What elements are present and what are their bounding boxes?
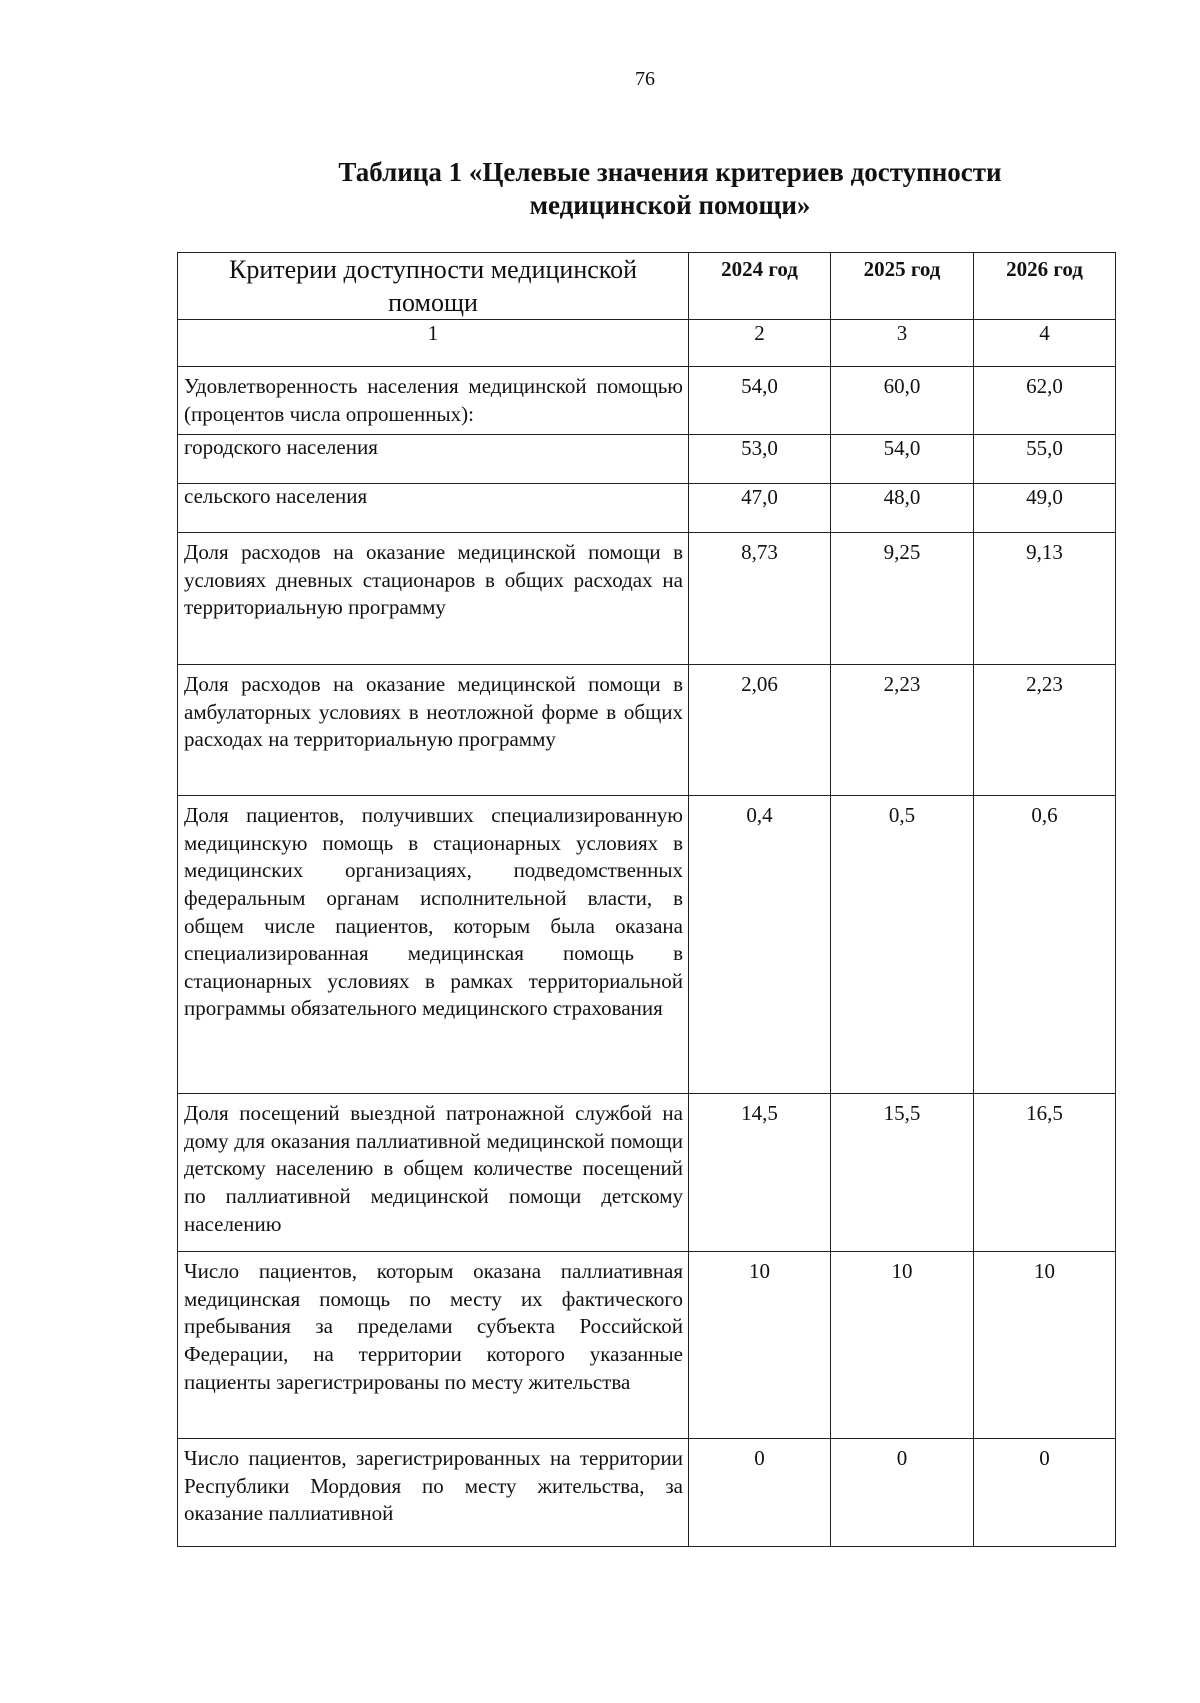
value-2025: 2,23 <box>831 665 974 796</box>
value-2026: 16,5 <box>974 1094 1116 1252</box>
value-2026: 9,13 <box>974 533 1116 665</box>
row-label: Доля посещений выездной патронажной службой на дому для оказания паллиативной медицинской помощи детскому населению в общем количестве посещений по паллиативной медицинской помощи детскому населению <box>178 1094 689 1252</box>
column-number: 4 <box>974 320 1116 367</box>
column-number: 1 <box>178 320 689 367</box>
criteria-table <box>177 252 1116 1547</box>
value-2024: 53,0 <box>689 435 831 484</box>
value-2026: 0 <box>974 1439 1116 1547</box>
row-label: сельского населения <box>178 484 689 533</box>
value-2026: 0,6 <box>974 796 1116 1094</box>
page-number: 76 <box>635 68 655 90</box>
value-2025: 48,0 <box>831 484 974 533</box>
table-title-line-1: Таблица 1 «Целевые значения критериев доступности <box>338 157 1002 187</box>
table-row <box>178 533 1116 665</box>
table-row <box>178 435 1116 484</box>
column-number-row <box>178 320 1116 367</box>
column-number: 2 <box>689 320 831 367</box>
value-2024: 10 <box>689 1252 831 1439</box>
value-2025: 15,5 <box>831 1094 974 1252</box>
column-number: 3 <box>831 320 974 367</box>
table-header-row <box>178 253 1116 320</box>
header-criteria: Критерии доступности медицинской помощи <box>178 253 689 320</box>
table-row <box>178 1252 1116 1439</box>
value-2024: 8,73 <box>689 533 831 665</box>
value-2024: 2,06 <box>689 665 831 796</box>
value-2025: 0,5 <box>831 796 974 1094</box>
header-year-2024: 2024 год <box>689 253 831 320</box>
table-row <box>178 665 1116 796</box>
value-2025: 10 <box>831 1252 974 1439</box>
table-row <box>178 1094 1116 1252</box>
value-2025: 0 <box>831 1439 974 1547</box>
header-year-2026: 2026 год <box>974 253 1116 320</box>
table-title <box>300 156 1040 222</box>
header-year-2025: 2025 год <box>831 253 974 320</box>
value-2026: 2,23 <box>974 665 1116 796</box>
row-label: Число пациентов, зарегистрированных на территории Республики Мордовия по месту жительства, за оказание паллиативной <box>178 1439 689 1547</box>
row-label: Доля пациентов, получивших специализированную медицинскую помощь в стационарных условиях в медицинских организациях, подведомственных федеральным органам исполнительной власти, в общем числе пациентов, которым была оказана специализированная медицинская помощь в стационарных условиях в рамках территориальной программы обязательного медицинского страхования <box>178 796 689 1094</box>
table-row <box>178 367 1116 435</box>
row-label: городского населения <box>178 435 689 484</box>
table-row <box>178 484 1116 533</box>
value-2024: 47,0 <box>689 484 831 533</box>
value-2025: 60,0 <box>831 367 974 435</box>
value-2024: 0 <box>689 1439 831 1547</box>
row-label: Число пациентов, которым оказана паллиативная медицинская помощь по месту их фактического пребывания за пределами субъекта Российской Федерации, на территории которого указанные пациенты зарегистрированы по месту жительства <box>178 1252 689 1439</box>
value-2026: 10 <box>974 1252 1116 1439</box>
value-2025: 54,0 <box>831 435 974 484</box>
value-2024: 14,5 <box>689 1094 831 1252</box>
table-row <box>178 796 1116 1094</box>
value-2026: 55,0 <box>974 435 1116 484</box>
row-label: Доля расходов на оказание медицинской помощи в амбулаторных условиях в неотложной форме в общих расходах на территориальную программу <box>178 665 689 796</box>
value-2026: 49,0 <box>974 484 1116 533</box>
row-label: Удовлетворенность населения медицинской помощью (процентов числа опрошенных): <box>178 367 689 435</box>
value-2025: 9,25 <box>831 533 974 665</box>
value-2024: 0,4 <box>689 796 831 1094</box>
table-row <box>178 1439 1116 1547</box>
table-title-line-2: медицинской помощи» <box>529 190 811 220</box>
value-2026: 62,0 <box>974 367 1116 435</box>
row-label: Доля расходов на оказание медицинской помощи в условиях дневных стационаров в общих расходах на территориальную программу <box>178 533 689 665</box>
value-2024: 54,0 <box>689 367 831 435</box>
